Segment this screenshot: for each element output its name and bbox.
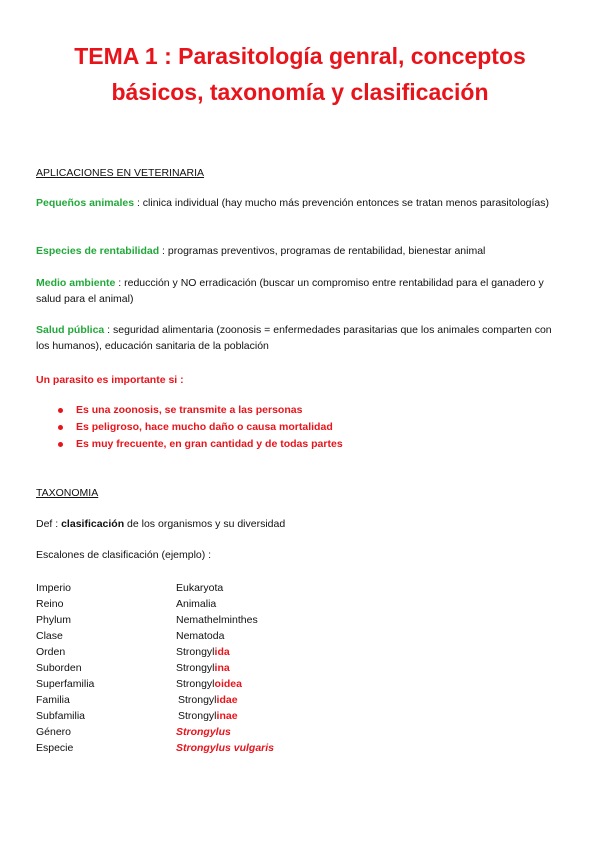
rank-label: Phylum	[36, 614, 72, 626]
def-prefix: Def :	[36, 518, 62, 530]
aplicaciones-heading: APLICACIONES EN VETERINARIA	[36, 167, 205, 179]
list-item: Es muy frecuente, en gran cantidad y de todas partes	[58, 436, 343, 453]
rank-label: Suborden	[36, 662, 82, 674]
aplicacion-text: : reducción y NO erradicación (buscar un compromiso entre rentabilidad para el ganadero y salud para el animal)	[36, 277, 544, 305]
rank-value: Strongylinae	[178, 710, 238, 722]
rank-label: Superfamilia	[36, 678, 95, 690]
aplicacion-label: Especies de rentabilidad	[36, 245, 160, 257]
rank-value: Strongylida	[176, 646, 230, 658]
rank-value: Eukaryota	[176, 582, 224, 594]
page-title	[40, 38, 560, 110]
rank-label: Clase	[36, 630, 63, 642]
importante-heading: Un parasito es importante si :	[36, 374, 184, 386]
def-rest: de los organismos y su diversidad	[124, 518, 286, 530]
rank-label: Especie	[36, 742, 74, 754]
title-line-2: básicos, taxonomía y clasificación	[111, 79, 489, 105]
aplicacion-medio-ambiente	[36, 275, 566, 307]
aplicacion-pequenos-animales	[36, 195, 566, 211]
taxonomia-definition	[36, 516, 566, 532]
rank-label: Género	[36, 726, 72, 738]
rank-value: Strongyloidea	[176, 678, 242, 690]
rank-value: Animalia	[176, 598, 217, 610]
rank-value: Nemathelminthes	[176, 614, 258, 626]
list-item: Es una zoonosis, se transmite a las personas	[58, 402, 343, 419]
title-line-1: TEMA 1 : Parasitología genral, conceptos	[74, 43, 526, 69]
rank-label: Subfamilia	[36, 710, 86, 722]
aplicacion-text: : clinica individual (hay mucho más prevención entonces se tratan menos parasitologías)	[134, 197, 550, 209]
list-item: Es peligroso, hace mucho daño o causa mortalidad	[58, 419, 343, 436]
rank-value: Strongylidae	[178, 694, 238, 706]
rank-value: Strongylus	[176, 726, 231, 738]
rank-label: Imperio	[36, 582, 72, 594]
rank-value: Strongylus vulgaris	[176, 742, 275, 754]
aplicacion-label: Salud pública	[36, 324, 105, 336]
aplicacion-text: : seguridad alimentaria (zoonosis = enfermedades parasitarias que los animales comparten con los humanos), educación sanitaria de la población	[36, 324, 552, 352]
aplicacion-label: Pequeños animales	[36, 197, 135, 209]
aplicacion-especies-rentabilidad	[36, 243, 566, 259]
aplicacion-salud-publica	[36, 322, 566, 354]
escalones-label: Escalones de clasificación (ejemplo) :	[36, 549, 212, 561]
rank-label: Orden	[36, 646, 66, 658]
aplicacion-text: : programas preventivos, programas de rentabilidad, bienestar animal	[159, 245, 486, 257]
rank-value: Strongylina	[176, 662, 230, 674]
taxonomia-heading: TAXONOMIA	[36, 487, 99, 499]
rank-label: Reino	[36, 598, 64, 610]
rank-value: Nematoda	[176, 630, 225, 642]
def-term: clasificación	[61, 518, 125, 530]
rank-label: Familia	[36, 694, 70, 706]
aplicacion-label: Medio ambiente	[36, 277, 116, 289]
importante-list	[58, 402, 343, 453]
